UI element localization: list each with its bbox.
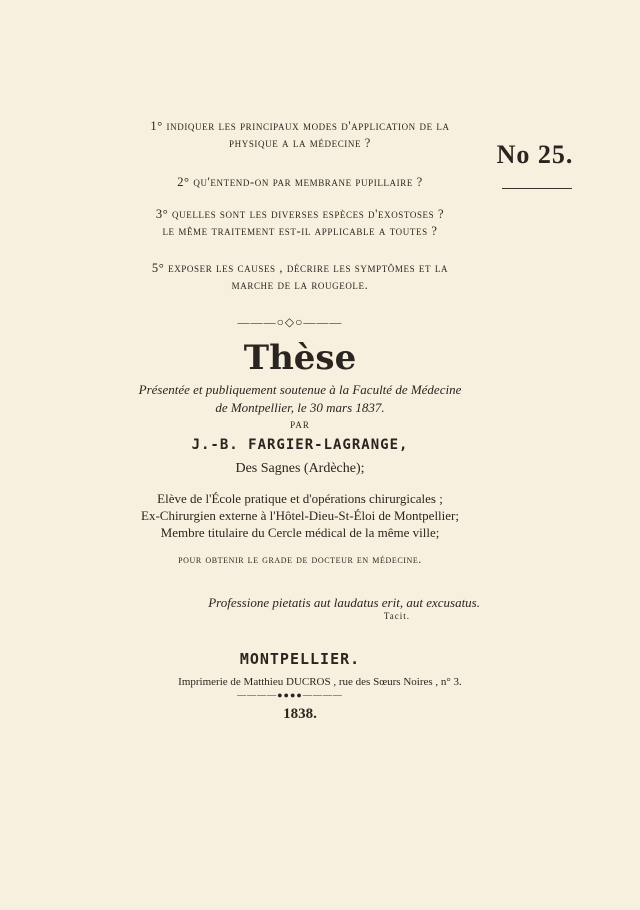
credential-line-1: Elève de l'École pratique et d'opérations chirurgicales ; [157, 491, 443, 506]
ornament-divider-bottom: ————●●●●———— [237, 690, 343, 700]
question-4-line-2: marche de la rougeole. [231, 278, 369, 292]
epigraph: Professione pietatis aut laudatus erit, aut excusatus. [208, 595, 480, 610]
question-2 [100, 174, 500, 191]
credential-line-3: Membre titulaire du Cercle médical de la même ville; [160, 525, 440, 540]
question-1-line-2: physique a la médecine ? [229, 136, 371, 150]
printer: Imprimerie de Matthieu DUCROS , rue des Sœurs Noires , n° 3. [178, 676, 462, 688]
subtitle-line-1: Présentée et publiquement soutenue à la Faculté de Médecine [138, 382, 462, 397]
year: 1838. [283, 706, 317, 722]
question-1 [100, 118, 500, 152]
question-3 [100, 206, 500, 240]
author-origin: Des Sagnes (Ardèche); [235, 461, 365, 476]
thesis-number: No 25. [496, 140, 574, 169]
author-name: J.-B. FARGIER-LAGRANGE, [191, 437, 409, 453]
degree-line: pour obtenir le grade de docteur en médecine. [178, 554, 422, 566]
epigraph-author: Tacit. [383, 611, 410, 621]
question-4-line-1: 5° exposer les causes , décrire les symptômes et la [151, 261, 449, 275]
ornament-divider-top: ———○◇○——— [237, 315, 343, 329]
question-4 [100, 260, 500, 294]
author-credentials [90, 490, 510, 541]
number-underline [502, 188, 572, 189]
thesis-title: Thèse [243, 338, 357, 378]
credential-line-2: Ex-Chirurgien externe à l'Hôtel-Dieu-St-Éloi de Montpellier; [141, 508, 459, 523]
city: MONTPELLIER. [239, 650, 361, 668]
question-3-line-2: le même traitement est-il applicable a toutes ? [162, 224, 438, 238]
par-label: PAR [290, 420, 310, 430]
subtitle-line-2: de Montpellier, le 30 mars 1837. [215, 400, 385, 415]
question-3-line-1: 3° quelles sont les diverses espèces d'exostoses ? [155, 207, 445, 221]
question-1-line-1: 1° indiquer les principaux modes d'application de la [150, 119, 450, 133]
thesis-subtitle [100, 381, 500, 417]
question-2-line-1: 2° qu'entend-on par membrane pupillaire ? [177, 175, 423, 189]
